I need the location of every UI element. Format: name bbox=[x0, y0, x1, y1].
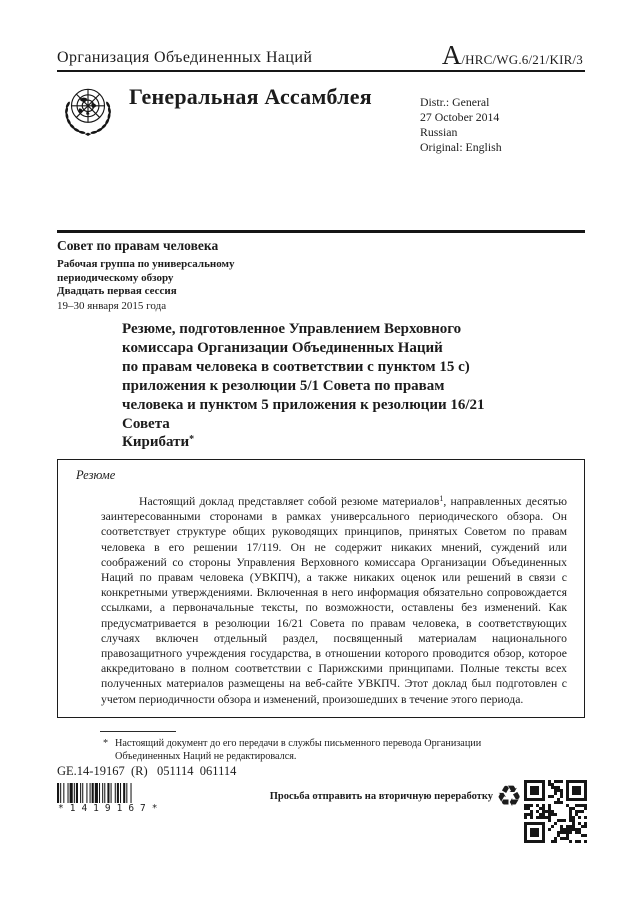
distr-original: Original: English bbox=[420, 140, 502, 154]
country-footnote-marker: * bbox=[189, 434, 195, 445]
document-symbol-prefix: A bbox=[441, 40, 462, 70]
barcode-text: *1419167* bbox=[58, 803, 164, 814]
title-line: Резюме, подготовленное Управлением Верховного bbox=[122, 321, 462, 337]
summary-footnote-ref: 1 bbox=[439, 494, 444, 503]
footnote-text: Настоящий документ до его передачи в службы письменного перевода Организации Объединенных Наций не редактировался. bbox=[115, 738, 482, 762]
footnote bbox=[103, 737, 531, 763]
title-line: человека и пунктом 5 приложения к резолюции 16/21 bbox=[122, 397, 485, 413]
recycle-text: Просьба отправить на вторичную переработку bbox=[269, 791, 493, 802]
summary-paragraph bbox=[101, 491, 567, 707]
barcode-icon bbox=[57, 783, 151, 803]
section-rule bbox=[57, 230, 585, 233]
country-name: Кирибати bbox=[122, 434, 190, 450]
summary-box bbox=[57, 459, 585, 718]
session-name: Двадцать первая сессия bbox=[57, 285, 177, 297]
summary-heading: Резюме bbox=[76, 468, 116, 482]
distr-line: Distr.: General bbox=[420, 95, 490, 109]
title-line: Совета bbox=[122, 416, 170, 432]
working-group-line1: Рабочая группа по универсальному bbox=[57, 258, 235, 270]
qr-code-icon bbox=[524, 780, 588, 844]
footnote-marker: * bbox=[103, 738, 109, 749]
summary-text-start: Настоящий доклад представляет собой резюме материалов bbox=[139, 495, 440, 508]
distribution-block bbox=[420, 95, 502, 155]
ge-reference: GE.14-19167 (R) 051114 061114 bbox=[57, 764, 237, 778]
title-line: по правам человека в соответствии с пунктом 15 с) bbox=[122, 359, 470, 375]
org-name: Организация Объединенных Наций bbox=[57, 49, 313, 66]
title-line: комиссара Организации Объединенных Наций bbox=[122, 340, 443, 356]
session-dates: 19–30 января 2015 года bbox=[57, 299, 167, 312]
title-line: приложения к резолюции 5/1 Совета по правам bbox=[122, 378, 445, 394]
recycle-row bbox=[269, 779, 522, 813]
distr-date: 27 October 2014 bbox=[420, 110, 500, 124]
assembly-title: Генеральная Ассамблея bbox=[129, 84, 372, 109]
body-name: Совет по правам человека bbox=[57, 238, 219, 253]
distr-language: Russian bbox=[420, 125, 458, 139]
document-title bbox=[122, 320, 602, 434]
summary-text-rest: , направленных десятью заинтересованными сторонами в рамках универсального периодического обзора. Он соответствует структуре общих руководящих принципов, принятых Советом по правам человека в его решении 17/119. Он не содержит никаких мнений, суждений или соображений со стороны Управления Верховного комиссара Организации Объединенных Наций по правам человека (УВКПЧ), а также никаких оценок или решений в связи с конкретными утверждениями. Включенная в него информация обязательно сопровождается ссылками, а первоначальные тексты, по возможности, оставлены без изменений. Как предусматривается в резолюции 16/21 Совета по правам человека, в соответствующих случаях включен отдельный раздел, посвященный материалам национального правозащитного учреждения государства, в отношении которого проводится обзор, которое аккредитовано в полном соответствии с Парижскими принципами. Полные тексты всех полученных материалов размещены на веб-сайте УВКПЧ. Этот доклад был подготовлен с учетом периодичности обзора и изменений, произошедших в течение этого периода. bbox=[101, 495, 567, 706]
footnote-separator bbox=[100, 731, 176, 732]
session-block bbox=[57, 238, 235, 313]
working-group-line2: периодическому обзору bbox=[57, 271, 174, 284]
document-symbol-rest: /HRC/WG.6/21/KIR/3 bbox=[461, 52, 583, 67]
document-symbol bbox=[442, 40, 583, 71]
country-heading bbox=[122, 434, 194, 451]
recycle-icon: ♻ bbox=[496, 779, 522, 813]
header-rule bbox=[57, 70, 585, 72]
un-emblem-icon bbox=[55, 79, 121, 147]
